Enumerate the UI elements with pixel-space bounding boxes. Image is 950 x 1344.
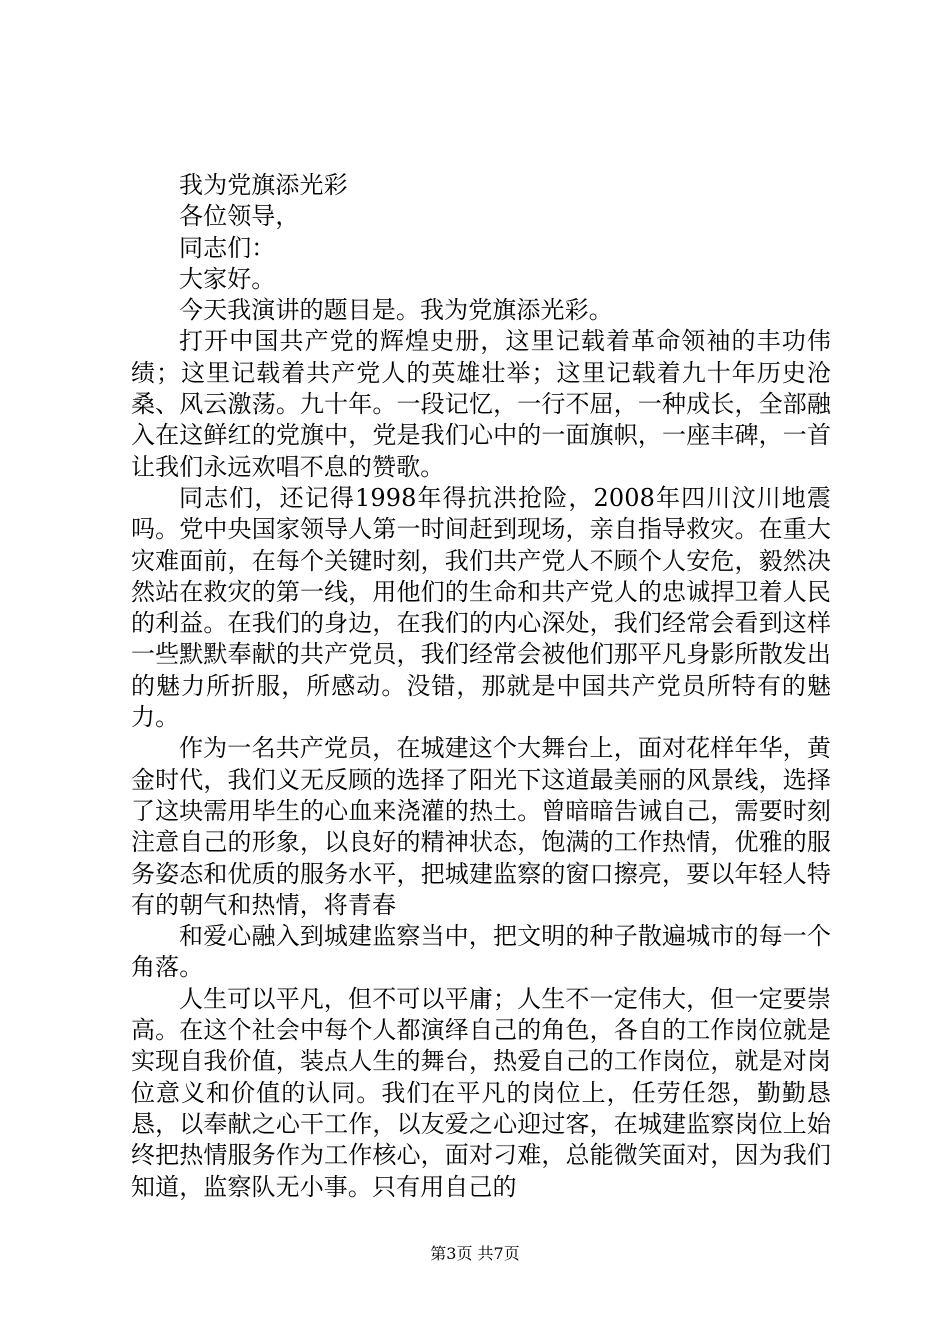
body-paragraph: 今天我演讲的题目是。我为党旗添光彩。 [179, 296, 613, 325]
body-paragraph: 人生可以平凡，但不可以平庸；人生不一定伟大，但一定要崇高。在这个社会中每个人都演绎自己的角色，各自的工作岗位就是实现自我价值，装点人生的舞台，热爱自己的工作岗位，就是对岗位意义和价值的认同。我们在平凡的岗位上，任劳任怨，勤勤恳恳，以奉献之心干工作，以友爱之心迎过客，在城建监察岗位上始终把热情服务作为工作核心，面对刁难，总能微笑面对，因为我们知道，监察队无小事。只有用自己的 [131, 984, 831, 1201]
document-body [131, 170, 831, 1203]
body-paragraph: 作为一名共产党员，在城建这个大舞台上，面对花样年华，黄金时代，我们义无反顾的选择了阳光下这道最美丽的风景线，选择了这块需用毕生的心血来浇灌的热土。曾暗暗告诫自己，需要时刻注意自己的形象，以良好的精神状态，饱满的工作热情，优雅的服务姿态和优质的服务水平，把城建监察的窗口擦亮，要以年轻人特有的朝气和热情，将青春 [131, 734, 831, 919]
body-paragraph: 打开中国共产党的辉煌史册，这里记载着革命领袖的丰功伟绩；这里记载着共产党人的英雄壮举；这里记载着九十年历史沧桑、风云激荡。九十年。一段记忆，一行不屈，一种成长，全部融入在这鲜红的党旗中，党是我们心中的一面旗帜，一座丰碑，一首让我们永远欢唱不息的赞歌。 [131, 327, 831, 481]
body-paragraph: 同志们，还记得1998年得抗洪抢险，2008年四川汶川地震吗。党中央国家领导人第一时间赶到现场，亲自指导救灾。在重大灾难面前，在每个关键时刻，我们共产党人不顾个人安危，毅然决然站在救灾的第一线，用他们的生命和共产党人的忠诚捍卫着人民的利益。在我们的身边，在我们的内心深处，我们经常会看到这样一些默默奉献的共产党员，我们经常会被他们那平凡身影所散发出的魅力所折服，所感动。没错，那就是中国共产党员所特有的魅力。 [131, 483, 831, 732]
salutation-leaders: 各位领导， [179, 202, 300, 231]
page-number-footer: 第3页 共7页 [430, 1244, 520, 1263]
body-paragraph: 和爱心融入到城建监察当中，把文明的种子散遍城市的每一个角落。 [131, 922, 831, 982]
salutation-comrades: 同志们： [179, 233, 276, 262]
greeting: 大家好。 [179, 264, 276, 293]
speech-title: 我为党旗添光彩 [179, 171, 348, 199]
